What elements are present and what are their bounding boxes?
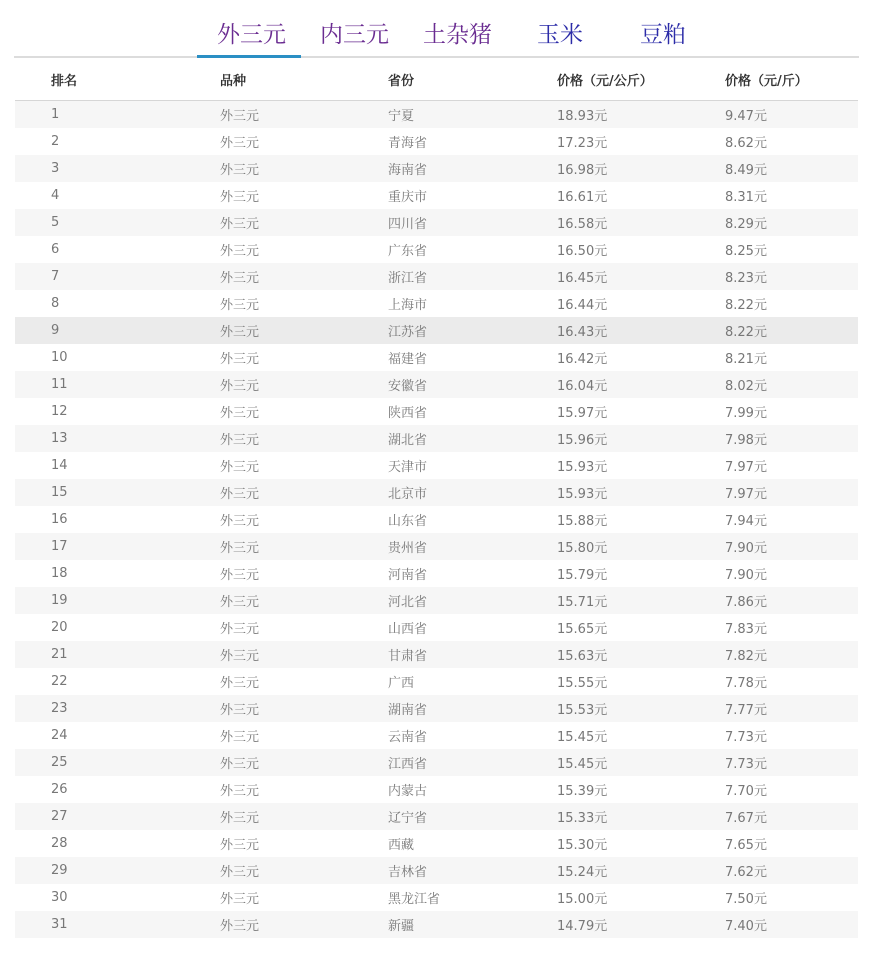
table-row: [15, 533, 858, 560]
cell-price-kg: 15.55元: [557, 676, 608, 691]
tab-bar: [14, 0, 859, 58]
cell-rank: 14: [51, 458, 68, 473]
cell-province: 贵州省: [388, 533, 557, 560]
cell-price-kg: 15.24元: [557, 857, 725, 884]
cell-price-jin: 7.86元: [725, 587, 858, 614]
cell-province: 湖北省: [388, 425, 557, 452]
cell-province: 四川省: [388, 209, 557, 236]
tab-dou-po[interactable]: 豆粕: [640, 22, 686, 48]
cell-rank: 16: [51, 512, 68, 527]
cell-price-kg: 16.44元: [557, 298, 608, 313]
cell-price-jin: 8.22元: [725, 298, 767, 313]
cell-breed: 外三元: [220, 244, 260, 259]
cell-rank: 2: [51, 134, 60, 149]
cell-rank: 10: [51, 350, 68, 365]
cell-breed: 外三元: [220, 695, 388, 722]
header-price-per-kg: 价格（元/公斤）: [557, 58, 725, 101]
cell-breed: 外三元: [220, 784, 260, 799]
cell-price-kg: 15.88元: [557, 514, 608, 529]
cell-price-jin: 7.90元: [725, 568, 767, 583]
table-row: [15, 101, 858, 129]
cell-price-jin: 7.78元: [725, 676, 767, 691]
cell-province: 重庆市: [388, 190, 428, 205]
cell-price-kg: 15.30元: [557, 838, 608, 853]
cell-price-jin: 7.97元: [725, 479, 858, 506]
cell-breed: 外三元: [220, 587, 388, 614]
cell-price-kg: 15.63元: [557, 641, 725, 668]
table-row: [15, 776, 858, 803]
cell-price-jin: 8.21元: [725, 352, 767, 367]
cell-price-jin: 7.98元: [725, 425, 858, 452]
cell-rank: 21: [15, 641, 220, 668]
table-row: [15, 668, 858, 695]
active-tab-indicator: [197, 55, 301, 58]
cell-province: 吉林省: [388, 857, 557, 884]
cell-rank: 25: [15, 749, 220, 776]
cell-price-kg: 15.33元: [557, 803, 725, 830]
table-row: [15, 857, 858, 884]
table-row: [15, 425, 858, 452]
table-row: [15, 263, 858, 290]
cell-price-jin: 7.90元: [725, 533, 858, 560]
cell-price-kg: 16.04元: [557, 371, 725, 398]
cell-price-kg: 18.93元: [557, 101, 725, 129]
cell-price-kg: 15.97元: [557, 406, 608, 421]
cell-rank: 31: [15, 911, 220, 938]
table-row: [15, 614, 858, 641]
header-rank: 排名: [15, 58, 220, 101]
cell-price-jin: 8.62元: [725, 136, 767, 151]
cell-price-jin: 7.82元: [725, 641, 858, 668]
cell-province: 安徽省: [388, 371, 557, 398]
cell-breed: 外三元: [220, 676, 260, 691]
cell-province: 江苏省: [388, 317, 557, 344]
table-row: [15, 560, 858, 587]
cell-breed: 外三元: [220, 317, 388, 344]
cell-rank: 9: [15, 317, 220, 344]
cell-price-kg: 16.61元: [557, 190, 608, 205]
cell-price-kg: 16.58元: [557, 209, 725, 236]
cell-price-jin: 9.47元: [725, 101, 858, 129]
cell-price-kg: 16.43元: [557, 317, 725, 344]
cell-rank: 27: [15, 803, 220, 830]
cell-price-kg: 15.53元: [557, 695, 725, 722]
cell-breed: 外三元: [220, 371, 388, 398]
cell-breed: 外三元: [220, 155, 388, 182]
cell-rank: 22: [51, 674, 68, 689]
cell-price-jin: 8.31元: [725, 190, 767, 205]
cell-province: 山西省: [388, 622, 428, 637]
cell-breed: 外三元: [220, 190, 260, 205]
cell-rank: 6: [51, 242, 60, 257]
cell-price-jin: 7.67元: [725, 803, 858, 830]
cell-province: 福建省: [388, 352, 428, 367]
cell-price-jin: 7.77元: [725, 695, 858, 722]
table-row: [15, 911, 858, 938]
cell-rank: 12: [51, 404, 68, 419]
cell-price-kg: 15.45元: [557, 749, 725, 776]
cell-price-kg: 16.42元: [557, 352, 608, 367]
cell-price-kg: 15.45元: [557, 730, 608, 745]
table-row: [15, 290, 858, 317]
tab-nei-san-yuan[interactable]: 内三元: [320, 22, 389, 48]
cell-price-jin: 7.65元: [725, 838, 767, 853]
cell-rank: 26: [51, 782, 68, 797]
cell-price-kg: 15.96元: [557, 425, 725, 452]
cell-price-jin: 7.73元: [725, 749, 858, 776]
table-header-row: [15, 58, 858, 101]
table-row: [15, 884, 858, 911]
table-row: [15, 749, 858, 776]
cell-province: 广东省: [388, 244, 428, 259]
cell-price-jin: 7.70元: [725, 784, 767, 799]
cell-price-jin: 7.40元: [725, 911, 858, 938]
cell-rank: 8: [51, 296, 60, 311]
cell-price-kg: 16.45元: [557, 263, 725, 290]
cell-breed: 外三元: [220, 263, 388, 290]
cell-breed: 外三元: [220, 460, 260, 475]
cell-breed: 外三元: [220, 641, 388, 668]
tab-wai-san-yuan[interactable]: 外三元: [217, 22, 286, 48]
cell-rank: 11: [15, 371, 220, 398]
cell-price-jin: 7.50元: [725, 892, 767, 907]
cell-price-jin: 7.62元: [725, 857, 858, 884]
cell-price-jin: 7.99元: [725, 406, 767, 421]
table-row: [15, 317, 858, 344]
table-row: [15, 641, 858, 668]
table-row: [15, 344, 858, 371]
cell-price-kg: 15.93元: [557, 479, 725, 506]
table-row: [15, 371, 858, 398]
cell-rank: 15: [15, 479, 220, 506]
table-row: [15, 128, 858, 155]
cell-breed: 外三元: [220, 568, 260, 583]
header-price-per-jin: 价格（元/斤）: [725, 58, 858, 101]
table-row: [15, 695, 858, 722]
cell-province: 湖南省: [388, 695, 557, 722]
table-row: [15, 722, 858, 749]
cell-price-jin: 7.94元: [725, 514, 767, 529]
cell-rank: 5: [15, 209, 220, 236]
cell-price-jin: 8.29元: [725, 209, 858, 236]
cell-breed: 外三元: [220, 892, 260, 907]
cell-rank: 19: [15, 587, 220, 614]
table-row: [15, 182, 858, 209]
cell-price-kg: 16.98元: [557, 155, 725, 182]
table-row: [15, 587, 858, 614]
cell-rank: 24: [51, 728, 68, 743]
cell-breed: 外三元: [220, 857, 388, 884]
cell-rank: 20: [51, 620, 68, 635]
cell-breed: 外三元: [220, 406, 260, 421]
table-row: [15, 830, 858, 857]
table-row: [15, 479, 858, 506]
table-row: [15, 506, 858, 533]
cell-breed: 外三元: [220, 479, 388, 506]
cell-breed: 外三元: [220, 101, 388, 129]
cell-province: 天津市: [388, 460, 428, 475]
cell-rank: 18: [51, 566, 68, 581]
cell-breed: 外三元: [220, 298, 260, 313]
cell-province: 浙江省: [388, 263, 557, 290]
cell-province: 甘肃省: [388, 641, 557, 668]
cell-rank: 7: [15, 263, 220, 290]
table-row: [15, 155, 858, 182]
cell-price-kg: 16.50元: [557, 244, 608, 259]
cell-rank: 30: [51, 890, 68, 905]
cell-province: 西藏: [388, 838, 415, 853]
cell-province: 河北省: [388, 587, 557, 614]
cell-rank: 17: [15, 533, 220, 560]
cell-breed: 外三元: [220, 533, 388, 560]
cell-province: 云南省: [388, 730, 428, 745]
cell-price-kg: 15.93元: [557, 460, 608, 475]
cell-breed: 外三元: [220, 514, 260, 529]
cell-breed: 外三元: [220, 749, 388, 776]
cell-breed: 外三元: [220, 136, 260, 151]
cell-province: 上海市: [388, 298, 428, 313]
table-row: [15, 803, 858, 830]
cell-price-kg: 15.00元: [557, 892, 608, 907]
cell-province: 海南省: [388, 155, 557, 182]
cell-breed: 外三元: [220, 838, 260, 853]
cell-price-kg: 15.80元: [557, 533, 725, 560]
cell-price-jin: 8.49元: [725, 155, 858, 182]
tab-yu-mi[interactable]: 玉米: [537, 22, 583, 48]
cell-rank: 13: [15, 425, 220, 452]
cell-rank: 28: [51, 836, 68, 851]
table-row: [15, 236, 858, 263]
tab-tu-za-zhu[interactable]: 土杂猪: [423, 22, 492, 48]
cell-province: 辽宁省: [388, 803, 557, 830]
cell-province: 内蒙古: [388, 784, 428, 799]
cell-price-jin: 7.73元: [725, 730, 767, 745]
cell-breed: 外三元: [220, 803, 388, 830]
cell-province: 河南省: [388, 568, 428, 583]
cell-rank: 23: [15, 695, 220, 722]
cell-breed: 外三元: [220, 425, 388, 452]
cell-breed: 外三元: [220, 352, 260, 367]
cell-breed: 外三元: [220, 622, 260, 637]
header-province: 省份: [388, 58, 557, 101]
header-breed: 品种: [220, 58, 388, 101]
price-ranking-table: [15, 58, 858, 938]
cell-province: 江西省: [388, 749, 557, 776]
cell-rank: 29: [15, 857, 220, 884]
cell-rank: 1: [15, 101, 220, 129]
table-row: [15, 398, 858, 425]
cell-price-kg: 15.65元: [557, 622, 608, 637]
cell-breed: 外三元: [220, 911, 388, 938]
table-row: [15, 209, 858, 236]
cell-rank: 4: [51, 188, 60, 203]
cell-price-jin: 8.22元: [725, 317, 858, 344]
cell-price-kg: 15.71元: [557, 587, 725, 614]
cell-province: 黑龙江省: [388, 892, 441, 907]
cell-rank: 3: [15, 155, 220, 182]
cell-province: 广西: [388, 676, 415, 691]
cell-breed: 外三元: [220, 730, 260, 745]
cell-province: 宁夏: [388, 101, 557, 129]
cell-province: 北京市: [388, 479, 557, 506]
cell-price-jin: 8.25元: [725, 244, 767, 259]
cell-price-kg: 15.39元: [557, 784, 608, 799]
cell-price-jin: 8.23元: [725, 263, 858, 290]
cell-price-kg: 14.79元: [557, 911, 725, 938]
cell-price-jin: 8.02元: [725, 371, 858, 398]
cell-price-jin: 7.97元: [725, 460, 767, 475]
cell-province: 青海省: [388, 136, 428, 151]
cell-price-kg: 17.23元: [557, 136, 608, 151]
cell-province: 山东省: [388, 514, 428, 529]
cell-breed: 外三元: [220, 209, 388, 236]
table-row: [15, 452, 858, 479]
cell-price-kg: 15.79元: [557, 568, 608, 583]
cell-price-jin: 7.83元: [725, 622, 767, 637]
cell-province: 新疆: [388, 911, 557, 938]
cell-province: 陕西省: [388, 406, 428, 421]
